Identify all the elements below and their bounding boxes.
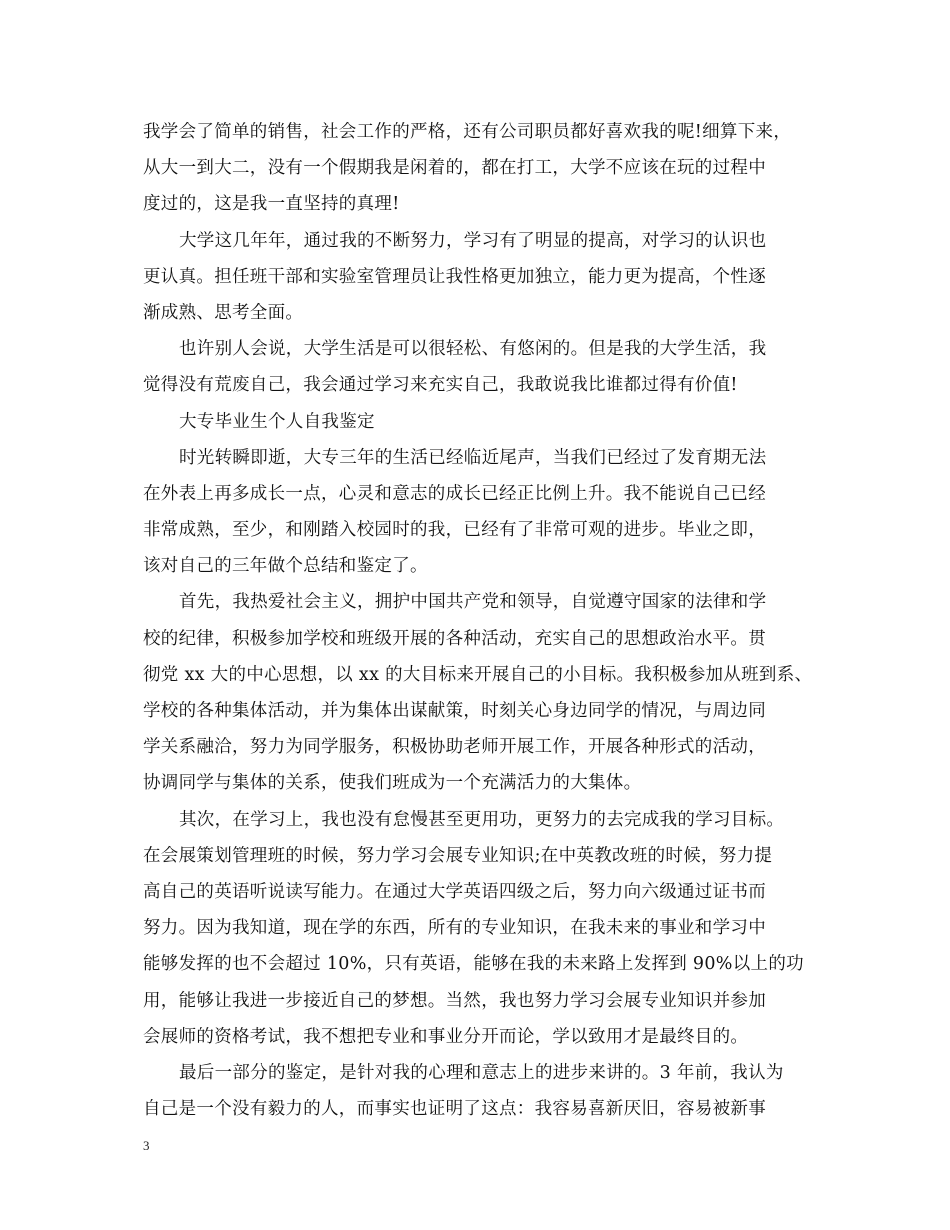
- text-line: 时光转瞬即逝，大专三年的生活已经临近尾声，当我们已经过了发育期无法: [179, 447, 767, 468]
- text-line: 觉得没有荒废自己，我会通过学习来充实自己，我敢说我比谁都过得有价值!: [143, 375, 738, 396]
- text-line: 非常成熟，至少，和刚踏入校园时的我，已经有了非常可观的进步。毕业之即，: [143, 520, 766, 541]
- text-line: 学关系融洽，努力为同学服务，积极协助老师开展工作，开展各种形式的活动，: [143, 737, 766, 758]
- text-line: 学校的各种集体活动，并为集体出谋献策，时刻关心身边同学的情况，与周边同: [143, 701, 766, 721]
- text-line: 大学这几年年，通过我的不断努力，学习有了明显的提高，对学习的认识也: [179, 230, 767, 251]
- text-line: 最后一部分的鉴定，是针对我的心理和意志上的进步来讲的。3 年前，我认为: [179, 1062, 784, 1083]
- text-line: 首先，我热爱社会主义，拥护中国共产党和领导，自觉遵守国家的法律和学: [179, 592, 767, 613]
- text-line: 其次，在学习上，我也没有怠慢甚至更用功，更努力的去完成我的学习目标。: [179, 809, 785, 830]
- text-line: 努力。因为我知道，现在学的东西，所有的专业知识，在我未来的事业和学习中: [143, 918, 766, 939]
- text-line: 在外表上再多成长一点，心灵和意志的成长已经正比例上升。我不能说自己已经: [143, 483, 766, 504]
- text-line: 会展师的资格考试，我不想把专业和事业分开而论，学以致用才是最终目的。: [143, 1026, 749, 1047]
- text-line: 渐成熟、思考全面。: [143, 302, 304, 323]
- text-line: 自己是一个没有毅力的人，而事实也证明了这点：我容易喜新厌旧，容易被新事: [143, 1099, 766, 1120]
- body-text: [143, 114, 823, 1127]
- text-line: 大专毕业生个人自我鉴定: [179, 411, 375, 432]
- text-line: 高自己的英语听说读写能力。在通过大学英语四级之后，努力向六级通过证书而: [143, 881, 766, 902]
- text-line: 更认真。担任班干部和实验室管理员让我性格更加独立，能力更为提高，个性逐: [143, 266, 766, 287]
- text-line: 也许别人会说，大学生活是可以很轻松、有悠闲的。但是我的大学生活，我: [179, 339, 767, 360]
- text-line: 用，能够让我进一步接近自己的梦想。当然，我也努力学习会展专业知识并参加: [143, 990, 766, 1011]
- text-line: 从大一到大二，没有一个假期我是闲着的，都在打工，大学不应该在玩的过程中: [143, 158, 766, 179]
- text-line: 我学会了简单的销售，社会工作的严格，还有公司职员都好喜欢我的呢!细算下来，: [143, 122, 792, 142]
- text-line: 在会展策划管理班的时候，努力学习会展专业知识;在中英教改班的时候，努力提: [143, 845, 773, 866]
- text-line: 能够发挥的也不会超过 10%，只有英语，能够在我的未来路上发挥到 90%以上的功: [143, 954, 804, 975]
- text-line: 校的纪律，积极参加学校和班级开展的各种活动，充实自己的思想政治水平。贯: [143, 628, 766, 649]
- text-line: 该对自己的三年做个总结和鉴定了。: [143, 556, 428, 577]
- text-line: 度过的，这是我一直坚持的真理!: [143, 194, 400, 215]
- text-line: 彻党 xx 大的中心思想，以 xx 的大目标来开展自己的小目标。我积极参加从班到系、: [143, 664, 813, 685]
- page-number: 3: [143, 1138, 150, 1153]
- text-line: 协调同学与集体的关系，使我们班成为一个充满活力的大集体。: [143, 773, 642, 794]
